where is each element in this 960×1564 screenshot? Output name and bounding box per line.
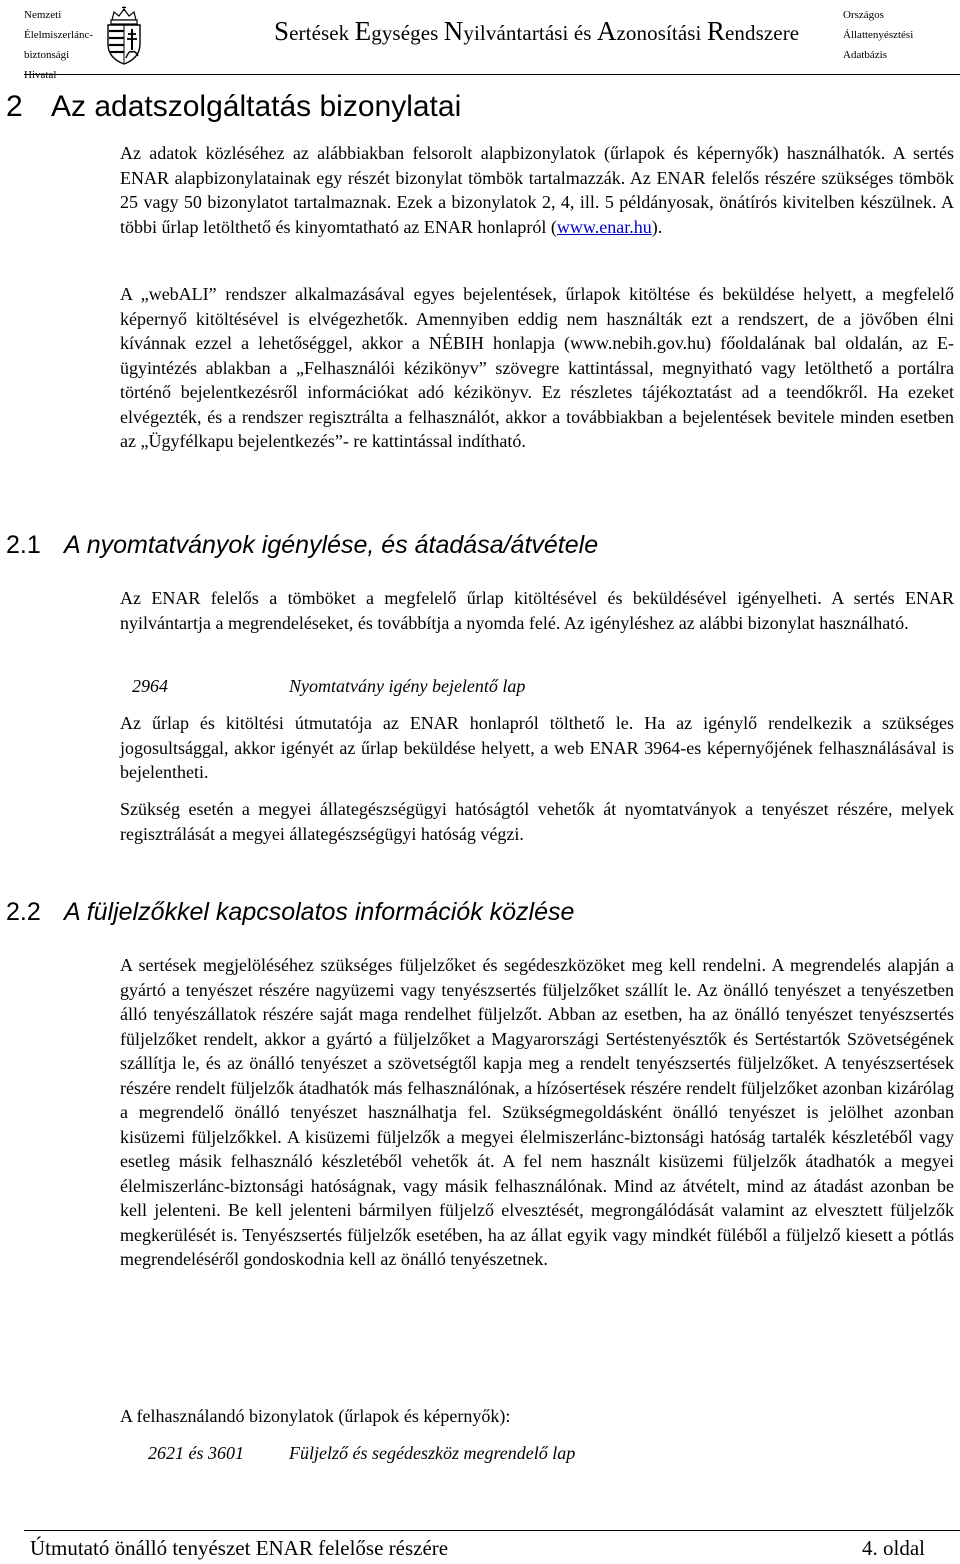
enar-website-link[interactable]: www.enar.hu [556,216,652,237]
database-name [843,5,913,65]
section-number: 2 [6,90,23,123]
agency-name-line: Hivatal [24,69,57,81]
page-header [0,0,960,81]
database-name-line: Országos [843,9,884,21]
agency-name-line: Élelmiszerlánc- [24,29,94,41]
page-number: 4. oldal [862,1536,925,1560]
title-initial: S [274,16,290,46]
form-code: 2964 [132,676,168,696]
title-initial: N [443,16,464,46]
paragraph [120,141,954,239]
subsection-title: A füljelzőkkel kapcsolatos információk közlése [64,898,575,926]
paragraph-text: ). [651,216,663,237]
title-word: zonosítási [616,21,707,45]
paragraph: A felhasználandó bizonylatok (űrlapok és képernyők): [120,1406,511,1426]
database-name-line: Adatbázis [843,49,887,61]
form-name: Nyomtatvány igény bejelentő lap [289,676,526,696]
paragraph: Szükség esetén a megyei állategészségügyi hatóságtól vehetők át nyomtatványok a tenyészet részére, melyek regisztrálását a megyei állategészségügyi hatóság végzi. [120,799,954,844]
section-heading [6,90,461,124]
paragraph: A sertések megjelöléséhez szükséges füljelzőket és segédeszközöket meg kell rendelni. A megrendelés alapján a gyártó a tenyészet részére nagyüzemi vagy tenyészsertés füljelzőket szállít le. Az önálló tenyészet a tenyészetben álló tenyészállatok részére saját maga rendelhet füljelzőt. Abban az esetben, ha az önálló tenyészet tenyészsertés füljelzőket rendelt, akkor a gyártó a füljelzőket a Magyarországi Sertéstenyésztők és Sertéstartók Szövetségének szállítja le, és az önálló tenyészet a szövetségtől kapja meg a rendelt tenyészsertés füljelzőket. A tenyészsertések részére rendelt füljelzők átadhatók más felhasználónak, a hízósertések részére rendelt füljelzőket azonban kizárólag a megrendelő önálló tenyészet használhatja fel. Szükségmegoldásként önálló tenyészet is jelölhet azonban kisüzemi füljelzőkkel. A kisüzemi füljelzők a megyei élelmiszerlánc-biztonsági hatóság tartalék készletéből vagy esetleg másik felhasználó készletéből vehetők át. A fel nem használt kisüzemi füljelzők átadhatók a megyei élelmiszerlánc-biztonsági hatóságnak, vagy másik felhasználónak. Mind az átvételt, mind az átadást azonban be kell jelenteni. Be kell jelenteni bármilyen füljelző elvesztését, megrongálódását valamint az elvesztett füljelzők megkerülését is. Tenyészsertés füljelzők esetében, ha az állat egyik vagy mindkét füléből a füljelző kiesett a pótlás megrendeléséről gondoskodnia kell az önálló tenyészetnek. [120,955,954,1269]
paragraph-text: Az adatok közléséhez az alábbiakban felsorolt alapbizonylatok (űrlapok és képernyők) használhatók. A sertés ENAR alapbizonylatainak egy részét bizonylat tömbök tartalmazzák. Az ENAR felelős részére szükséges tömbök 25 vagy 50 bizonylatot tartalmaznak. Ezek a bizonylatok 2, 4, ill. 5 példányosak, önátírós kivitelben készülnek. A többi űrlap letölthető és kinyomtatható az ENAR honlapról ( [120,143,954,237]
form-code: 2621 és 3601 [148,1443,244,1463]
subsection-heading [6,898,574,927]
title-initial: A [596,16,617,46]
title-initial: R [706,16,725,46]
title-word: ertések [289,21,355,45]
agency-name [24,5,93,85]
subsection-number: 2.2 [6,898,41,926]
footer-document-title: Útmutató önálló tenyészet ENAR felelőse részére [30,1536,449,1560]
system-title [274,16,799,47]
subsection-title: A nyomtatványok igénylése, és átadása/átvétele [64,531,599,559]
agency-name-line: biztonsági [24,49,70,61]
paragraph: Az ENAR felelős a tömböket a megfelelő űrlap kitöltésével és beküldésével igényelheti. A sertés ENAR nyilvántartja a megrendeléseket, és továbbítja a nyomda felé. Az igényléshez az alábbi bizonylat használható. [120,588,954,633]
database-name-line: Állattenyésztési [843,29,914,41]
form-name: Füljelző és segédeszköz megrendelő lap [289,1443,576,1463]
paragraph: A „webALI” rendszer alkalmazásával egyes bejelentések, űrlapok kitöltése és beküldése helyett, a megfelelő képernyő kitöltésével is elvégezhetők. Amennyiben eddig nem használták ezt a rendszert, de a jövőben élni kívánnak ezzel a lehetőséggel, akkor a NÉBIH honlapja (www.nebih.gov.hu) főoldalának bal oldalán, az E-ügyintézés ablakban a „Felhasználói kézikönyv” szövegre kattintással, megnyitható vagy letölthető a portálra történő bejelentkezésről információkat adó kézikönyv. Ez részletes tájékoztatást ad a teendőkről. Ha ezeket elvégezték, és a rendszer regisztrálta a felhasználót, akkor a továbbiakban a bejelentések bevitele minden esetben az „Ügyfélkapu bejelentkezés”- re kattintással indítható. [120,284,954,451]
section-title: Az adatszolgáltatás bizonylatai [51,90,462,123]
title-initial: E [354,16,372,46]
header-divider [24,74,960,75]
title-word: endszere [724,21,800,45]
title-word: gységes [371,21,444,45]
paragraph: Az űrlap és kitöltési útmutatója az ENAR honlapról tölthető le. Ha az igénylő rendelkezik a szükséges jogosultsággal, akkor igényét az űrlap beküldése helyett, a web ENAR 3964-es képernyőjének felhasználásával is bejelentheti. [120,713,954,782]
footer-divider [24,1530,960,1531]
title-word: yilvántartási és [463,21,597,45]
agency-name-line: Nemzeti [24,9,62,21]
subsection-number: 2.1 [6,531,41,559]
subsection-heading [6,531,598,560]
coat-of-arms-icon [102,6,146,66]
